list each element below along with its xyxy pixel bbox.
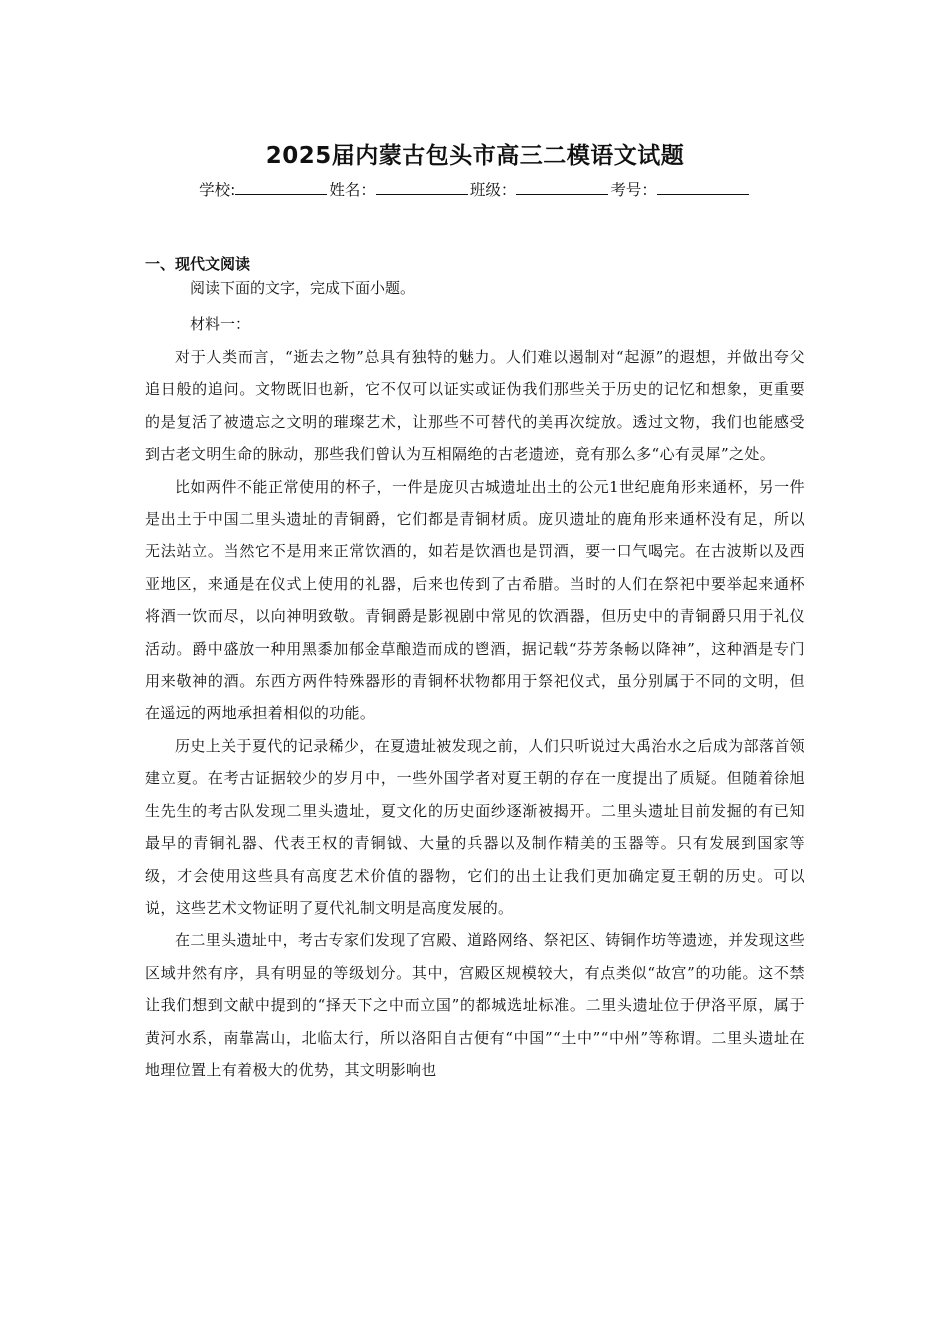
exam-no-label: 考号： — [610, 181, 657, 199]
school-label: 学校: — [199, 181, 236, 199]
student-info-line — [0, 178, 950, 200]
material-label: 材料一： — [190, 315, 251, 333]
passage-paragraph: 对于人类而言，“逝去之物”总具有独特的魅力。人们难以遏制对“起源”的遐想，并做出夸父追日般的追问。文物既旧也新，它不仅可以证实或证伪我们那些关于历史的记忆和想象，更重要的是复活了被遗忘之文明的璀璨艺术，让那些不可替代的美再次绽放。透过文物，我们也能感受到古老文明生命的脉动，那些我们曾认为互相隔绝的古老遗迹，竟有那么多“心有灵犀”之处。 — [145, 348, 805, 464]
passage-paragraph: 历史上关于夏代的记录稀少，在夏遗址被发现之前，人们只听说过大禹治水之后成为部落首领建立夏。在考古证据较少的岁月中，一些外国学者对夏王朝的存在一度提出了质疑。但随着徐旭生先生的考古队发现二里头遗址，夏文化的历史面纱逐渐被揭开。二里头遗址目前发掘的有已知最早的青铜礼器、代表王权的青铜钺、大量的兵器以及制作精美的玉器等。只有发展到国家等级，才会使用这些具有高度艺术价值的器物，它们的出土让我们更加确定夏王朝的历史。可以说，这些艺术文物证明了夏代礼制文明是高度发展的。 — [145, 736, 805, 917]
passage-body — [145, 341, 805, 1086]
class-blank[interactable] — [516, 180, 608, 195]
class-label: 班级： — [469, 181, 517, 199]
section-heading: 一、现代文阅读 — [145, 255, 251, 273]
passage-paragraph: 在二里头遗址中，考古专家们发现了宫殿、道路网络、祭祀区、铸铜作坊等遗迹，并发现这些区域井然有序，具有明显的等级划分。其中，宫殿区规模较大，有点类似“故宫”的功能。这不禁让我们想到文献中提到的“择天下之中而立国”的都城选址标准。二里头遗址位于伊洛平原，属于黄河水系，南靠嵩山，北临太行，所以洛阳自古便有“中国”“土中”“中州”等称谓。二里头遗址在地理位置上有着极大的优势，其文明影响也 — [145, 931, 805, 1079]
name-blank[interactable] — [376, 180, 468, 195]
name-label: 姓名： — [329, 181, 376, 199]
reading-instruction: 阅读下面的文字，完成下面小题。 — [190, 279, 416, 297]
exam-no-blank[interactable] — [657, 180, 749, 195]
school-blank[interactable] — [235, 180, 327, 195]
document-title: 2025届内蒙古包头市高三二模语文试题 — [265, 143, 685, 169]
passage-paragraph: 比如两件不能正常使用的杯子，一件是庞贝古城遗址出土的公元1世纪鹿角形来通杯，另一件是出土于中国二里头遗址的青铜爵，它们都是青铜材质。庞贝遗址的鹿角形来通杯没有足，所以无法站立。当然它不是用来正常饮酒的，如若是饮酒也是罚酒，要一口气喝完。在古波斯以及西亚地区，来通是在仪式上使用的礼器，后来也传到了古希腊。当时的人们在祭祀中要举起来通杯将酒一饮而尽，以向神明致敬。青铜爵是影视剧中常见的饮酒器，但历史中的青铜爵只用于礼仪活动。爵中盛放一种用黑黍加郁金草酿造而成的鬯酒，据记载“芬芳条畅以降神”，这种酒是专门用来敬神的酒。东西方两件特殊器形的青铜杯状物都用于祭祀仪式，虽分别属于不同的文明，但在遥远的两地承担着相似的功能。 — [145, 477, 805, 723]
